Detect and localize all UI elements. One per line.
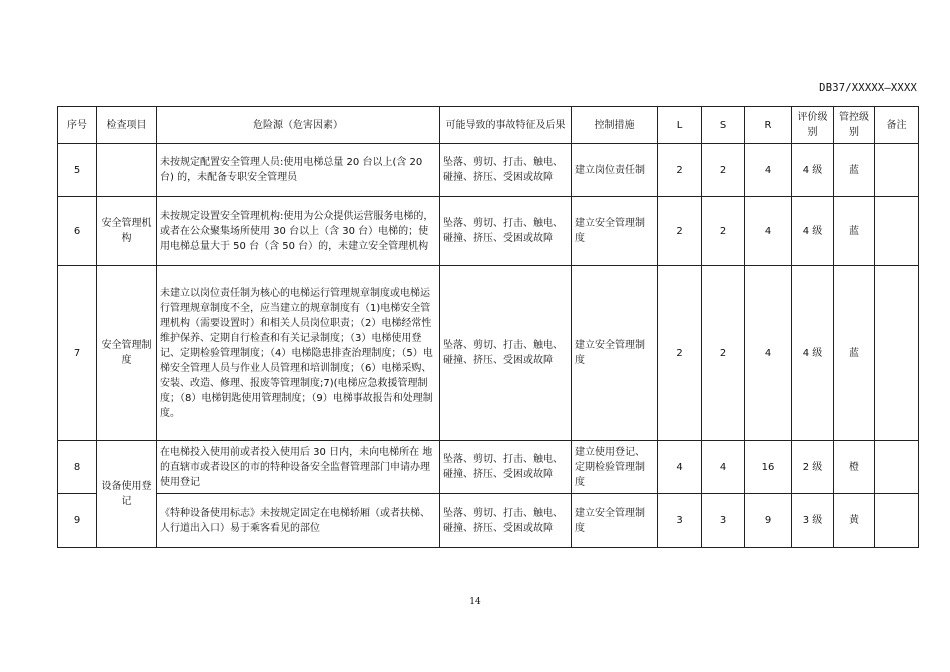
cell-consequence: 坠落、剪切、打击、触电、碰撞、挤压、受困或故障 [440,266,572,441]
cell-R: 4 [745,144,792,197]
cell-R: 4 [745,266,792,441]
cell-consequence: 坠落、剪切、打击、触电、碰撞、挤压、受困或故障 [440,144,572,197]
cell-S: 2 [702,197,745,266]
cell-consequence: 坠落、剪切、打击、触电、碰撞、挤压、受困或故障 [440,494,572,548]
header-seq: 序号 [58,107,97,144]
cell-S: 4 [702,441,745,494]
cell-control-level: 蓝 [834,266,875,441]
header-S: S [702,107,745,144]
cell-seq: 6 [58,197,97,266]
cell-L: 4 [658,441,702,494]
cell-L: 2 [658,144,702,197]
cell-hazard: 未按规定设置安全管理机构:使用为公众提供运营服务电梯的，或者在公众聚集场所使用 30 台以上（含 30 台）电梯的；使用电梯总量大于 50 台（含 50 台）的，未建立安全管理机构 [157,197,440,266]
cell-remark [875,144,919,197]
cell-remark [875,494,919,548]
page-number: 14 [469,597,481,607]
cell-remark [875,197,919,266]
cell-seq: 9 [58,494,97,548]
table-row [58,441,919,494]
cell-level: 2 级 [792,441,834,494]
hazard-table [57,106,919,548]
cell-control: 建立安全管理制度 [572,494,658,548]
document-code: DB37/XXXXX—XXXX [819,82,917,94]
table-row [58,494,919,548]
cell-control: 建立安全管理制度 [572,266,658,441]
cell-item: 安全管理制度 [97,266,157,441]
table-row [58,197,919,266]
header-R: R [745,107,792,144]
cell-hazard: 《特种设备使用标志》未按规定固定在电梯轿厢（或者扶梯、人行道出入口）易于乘客看见的部位 [157,494,440,548]
cell-S: 2 [702,144,745,197]
header-level: 评价级别 [792,107,834,144]
cell-control-level: 黄 [834,494,875,548]
header-item: 检查项目 [97,107,157,144]
cell-seq: 7 [58,266,97,441]
header-control: 控制措施 [572,107,658,144]
cell-control-level: 蓝 [834,197,875,266]
cell-remark [875,266,919,441]
cell-control: 建立岗位责任制 [572,144,658,197]
cell-control: 建立使用登记、定期检验管理制度 [572,441,658,494]
cell-S: 2 [702,266,745,441]
table-row [58,266,919,441]
cell-L: 2 [658,197,702,266]
header-control-level: 管控级别 [834,107,875,144]
cell-item: 设备使用登记 [97,441,157,548]
cell-control: 建立安全管理制度 [572,197,658,266]
cell-R: 16 [745,441,792,494]
cell-hazard: 未建立以岗位责任制为核心的电梯运行管理规章制度或电梯运行管理规章制度不全，应当建立的规章制度有（1)电梯安全管理机构（需要设置时）和相关人员岗位职责；（2）电梯经常性维护保养、定期自行检查和有关记录制度；（3）电梯使用登记、定期检验管理制度；（4）电梯隐患排查治理制度；（5）电梯安全管理人员与作业人员管理和培训制度；（6）电梯采购、安装、改造、修理、报废等管理制度;7)(电梯应急救援管理制度；（8）电梯钥匙使用管理制度；（9）电梯事故报告和处理制度。 [157,266,440,441]
cell-level: 4 级 [792,266,834,441]
cell-hazard: 在电梯投入使用前或者投入使用后 30 日内，未向电梯所在 地的直辖市或者设区的市的特种设备安全监督管理部门申请办理使用登记 [157,441,440,494]
cell-level: 3 级 [792,494,834,548]
cell-control-level: 橙 [834,441,875,494]
cell-level: 4 级 [792,197,834,266]
cell-L: 3 [658,494,702,548]
cell-consequence: 坠落、剪切、打击、触电、碰撞、挤压、受困或故障 [440,441,572,494]
cell-control-level: 蓝 [834,144,875,197]
cell-hazard: 未按规定配置安全管理人员:使用电梯总量 20 台以上(含 20 台) 的，未配备专职安全管理员 [157,144,440,197]
cell-seq: 5 [58,144,97,197]
cell-item: 安全管理机构 [97,197,157,266]
table-row [58,144,919,197]
cell-consequence: 坠落、剪切、打击、触电、碰撞、挤压、受困或故障 [440,197,572,266]
cell-R: 4 [745,197,792,266]
cell-L: 2 [658,266,702,441]
table-header-row [58,107,919,144]
header-L: L [658,107,702,144]
header-remark: 备注 [875,107,919,144]
cell-S: 3 [702,494,745,548]
cell-seq: 8 [58,441,97,494]
cell-item-empty [97,144,157,197]
cell-R: 9 [745,494,792,548]
cell-level: 4 级 [792,144,834,197]
header-consequence: 可能导致的事故特征及后果 [440,107,572,144]
cell-remark [875,441,919,494]
header-hazard: 危险源（危害因素） [157,107,440,144]
